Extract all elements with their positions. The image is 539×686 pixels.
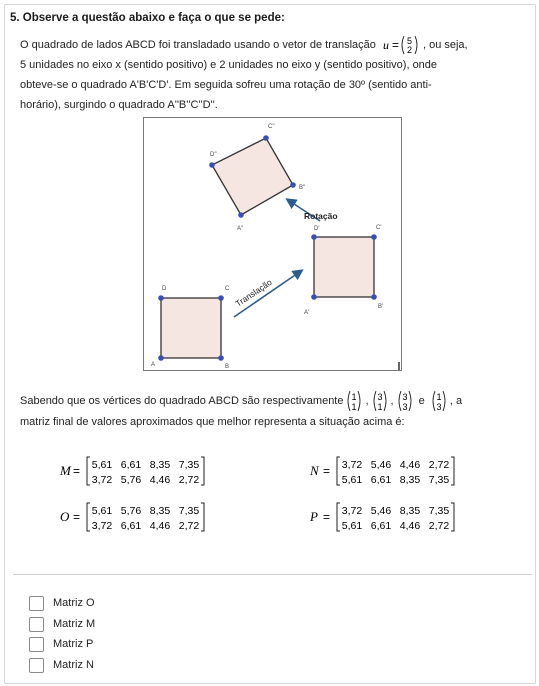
vertex-d-double-prime — [209, 162, 215, 168]
matrix-name: P — [310, 509, 318, 524]
translation-label: Translação — [233, 277, 274, 309]
svg-text:=: = — [73, 464, 81, 478]
svg-text:1: 1 — [351, 402, 357, 412]
matrix-cell: 3,72 — [91, 520, 113, 532]
svg-text:3: 3 — [436, 402, 442, 412]
matrix-cell: 8,35 — [149, 505, 171, 517]
matrix-cell: 4,46 — [149, 520, 171, 532]
matrix-n — [310, 454, 500, 491]
vertex-vector-a — [345, 390, 363, 412]
vertices-text: Sabendo que os vértices do quadrado ABCD são respectivamente — [20, 395, 344, 407]
question-statement — [20, 35, 525, 115]
vector-name: u — [382, 38, 389, 53]
matrix-cell: 3,72 — [341, 459, 363, 471]
matrix-cell: 7,35 — [178, 505, 200, 517]
vertex-vector-c — [396, 390, 414, 412]
checkbox[interactable] — [29, 658, 44, 673]
option-matriz-p[interactable] — [29, 635, 93, 653]
square-abcd — [161, 298, 221, 358]
label-c: C — [225, 286, 230, 292]
label-b: B — [225, 364, 230, 370]
option-label: Matriz P — [53, 638, 94, 650]
label-d-prime: D' — [314, 226, 320, 232]
vertex-b-double-prime — [290, 182, 296, 188]
option-label: Matriz M — [53, 618, 96, 630]
matrix-cell: 2,72 — [428, 459, 450, 471]
matrix-cell: 6,61 — [370, 474, 392, 486]
matrix-right-bracket — [201, 503, 204, 531]
label-d: D — [162, 286, 167, 292]
svg-text:=: = — [323, 464, 331, 478]
matrix-cell: 8,35 — [149, 459, 171, 471]
matrix-cell: 5,46 — [370, 459, 392, 471]
square-abcd-double-prime — [212, 138, 293, 215]
vertex-c — [218, 295, 224, 301]
label-b-double-prime: B'' — [299, 185, 306, 191]
option-matriz-m[interactable] — [29, 615, 95, 633]
label-a-prime: A' — [304, 310, 310, 316]
matrix-cell: 5,61 — [91, 505, 113, 517]
matrix-cell: 6,61 — [120, 520, 142, 532]
question-title: 5. Observe a questão abaixo e faça o que se pede: — [10, 12, 285, 24]
option-matriz-n[interactable] — [29, 656, 94, 674]
matrix-left-bracket — [87, 457, 90, 485]
vertex-d-prime — [311, 234, 317, 240]
matrix-cell: 5,61 — [341, 520, 363, 532]
label-c-prime: C' — [376, 225, 382, 231]
statement-line-3: obteve-se o quadrado A'B'C'D'. Em seguida sofreu uma rotação de 30º (sentido anti- — [20, 79, 432, 91]
checkbox[interactable] — [29, 637, 44, 652]
vertex-b-prime — [371, 294, 377, 300]
vertex-c-double-prime — [263, 135, 269, 141]
matrix-cell: 2,72 — [428, 520, 450, 532]
svg-text:1: 1 — [436, 392, 442, 402]
matrix-cell: 8,35 — [399, 505, 421, 517]
translation-vector — [381, 35, 421, 55]
statement-line-4: horário), surgindo o quadrado A''B''C''D''. — [20, 99, 218, 111]
matrix-left-bracket — [87, 503, 90, 531]
vector-x: 5 — [406, 36, 412, 47]
answer-options — [13, 574, 532, 683]
vertex-a-double-prime — [238, 212, 244, 218]
statement-text-end: , ou seja, — [422, 39, 468, 51]
matrix-cell: 7,35 — [428, 474, 450, 486]
matrix-cell: 7,35 — [178, 459, 200, 471]
label-c-double-prime: C'' — [268, 124, 275, 130]
rotation-label: Rotação — [304, 211, 338, 221]
svg-text:=: = — [391, 38, 399, 53]
matrix-right-bracket — [201, 457, 204, 485]
matrix-cell: 5,76 — [120, 474, 142, 486]
vertex-vector-b — [371, 390, 389, 412]
matrix-name: N — [310, 463, 319, 478]
matrix-m — [60, 454, 250, 491]
matrix-left-bracket — [337, 503, 340, 531]
matrix-cell: 8,35 — [399, 474, 421, 486]
matrix-right-bracket — [451, 457, 454, 485]
matrix-cell: 5,61 — [91, 459, 113, 471]
option-label: Matriz N — [53, 659, 94, 671]
vector-y: 2 — [406, 45, 412, 56]
vertex-vector-d — [430, 390, 448, 412]
matrix-cell: 4,46 — [149, 474, 171, 486]
svg-text:1: 1 — [377, 402, 383, 412]
vertex-d — [158, 295, 164, 301]
square-abcd-prime — [314, 237, 374, 297]
vertex-c-prime — [371, 234, 377, 240]
matrix-cell: 7,35 — [428, 505, 450, 517]
label-a: A — [151, 362, 156, 368]
matrix-cell: 2,72 — [178, 474, 200, 486]
vertex-b — [218, 355, 224, 361]
matrix-cell: 5,46 — [370, 505, 392, 517]
statement-text: O quadrado de lados ABCD foi transladado usando o vetor de translação — [20, 39, 379, 51]
option-matriz-o[interactable] — [29, 594, 95, 612]
svg-text:3: 3 — [377, 392, 383, 402]
vertices-statement: Sabendo que os vértices do quadrado ABCD são respectivamente 1 1 , 3 1 , 3 3 e 1 3 , a matriz final de valores aproximados que melhor representa a situação acima é: — [20, 390, 525, 432]
checkbox[interactable] — [29, 617, 44, 632]
matrix-left-bracket — [337, 457, 340, 485]
matrix-cell: 6,61 — [120, 459, 142, 471]
matrix-cell: 3,72 — [341, 505, 363, 517]
svg-text:1: 1 — [351, 392, 357, 402]
vertex-a-prime — [311, 294, 317, 300]
matrix-name: M — [60, 463, 71, 478]
svg-text:3: 3 — [402, 392, 408, 402]
matrix-name: O — [60, 509, 70, 524]
transformation-figure — [143, 117, 402, 371]
matrix-cell: 2,72 — [178, 520, 200, 532]
label-d-double-prime: D'' — [210, 152, 217, 158]
svg-text:=: = — [73, 510, 81, 524]
matrix-o — [60, 500, 250, 537]
matrix-cell: 5,76 — [120, 505, 142, 517]
matrix-cell: 6,61 — [370, 520, 392, 532]
checkbox[interactable] — [29, 596, 44, 611]
label-b-prime: B' — [378, 304, 384, 310]
option-label: Matriz O — [53, 597, 95, 609]
matrix-p — [310, 500, 500, 537]
svg-text:3: 3 — [402, 402, 408, 412]
matrix-cell: 5,61 — [341, 474, 363, 486]
matrix-right-bracket — [451, 503, 454, 531]
matrix-cell: 3,72 — [91, 474, 113, 486]
vertex-a — [158, 355, 164, 361]
matrix-cell: 4,46 — [399, 459, 421, 471]
svg-text:=: = — [323, 510, 331, 524]
label-a-double-prime: A'' — [237, 226, 244, 232]
statement-line-2: 5 unidades no eixo x (sentido positivo) e 2 unidades no eixo y (sentido positivo), onde — [20, 59, 438, 71]
vertices-line-2: matriz final de valores aproximados que melhor representa a situação acima é: — [20, 416, 405, 428]
matrix-cell: 4,46 — [399, 520, 421, 532]
